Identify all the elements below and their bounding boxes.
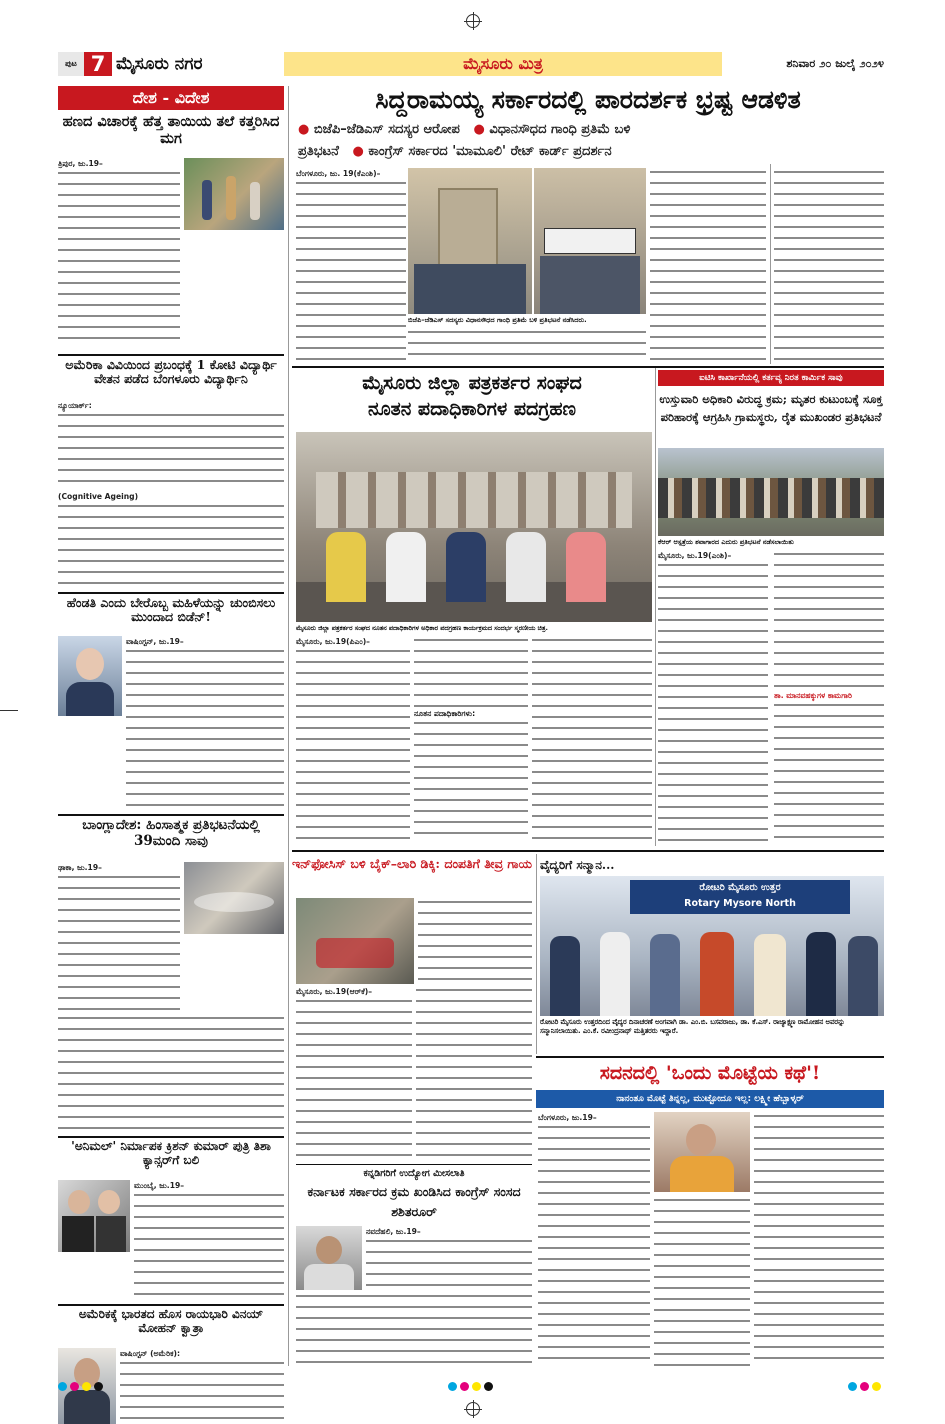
press-body-col3 bbox=[532, 636, 652, 844]
rotary-headline: ವೈದ್ಯರಿಗೆ ಸನ್ಮಾನ... bbox=[540, 858, 615, 872]
issue-date: ಶನಿವಾರ ೨೦ ಜುಲೈ ೨೦೨೪ bbox=[786, 57, 884, 70]
story3-body: ವಾಷಿಂಗ್ಟನ್, ಜು.19– bbox=[126, 636, 284, 806]
press-body-col1: ಮೈಸೂರು, ಜು.19(ಪಿಎಂ)– bbox=[296, 636, 410, 844]
press-photo-caption: ಮೈಸೂರು ಜಿಲ್ಲಾ ಪತ್ರಕರ್ತರ ಸಂಘದ ನೂತನ ಪದಾಧಿಕಾರಿಗಳ ಅಧಿಕಾರ ಪದಗ್ರಹಣ ಕಾರ್ಯಕ್ರಮದ ಸಂದರ್ಭ ಸ್ಮರಣೀಯ ಚಿತ್ರ. bbox=[296, 624, 548, 632]
story5-headline: 'ಅನಿಮಲ್' ನಿರ್ಮಾಪಕ ಕ್ರಿಶನ್ ಕುಮಾರ್ ಪುತ್ರಿ ತಿಶಾ ಕ್ಯಾನ್ಸರ್‌ಗೆ ಬಲಿ bbox=[71, 1139, 271, 1167]
masthead-title: ಮೈಸೂರು ಮಿತ್ರ bbox=[463, 54, 543, 73]
registration-mark-icon bbox=[466, 14, 480, 28]
crop-mark bbox=[0, 710, 18, 711]
lead-subhead-1: ● ಬಿಜೆಪಿ–ಜೆಡಿಎಸ್ ಸದಸ್ಯರ ಆರೋಪ ● ವಿಧಾನಸೌಧದ ಗಾಂಧಿ ಪ್ರತಿಮೆ ಬಳಿ bbox=[298, 122, 631, 137]
story2-headline: ಅಮೆರಿಕಾ ವಿವಿಯಿಂದ ಪ್ರಬಂಧಕ್ಕೆ 1 ಕೋಟಿ ವಿದ್ಯಾರ್ಥಿ ವೇತನ ಪಡೆದ ಬೆಂಗಳೂರು ವಿದ್ಯಾರ್ಥಿನಿ bbox=[65, 357, 277, 387]
sadana-body-col2 bbox=[654, 1196, 750, 1366]
print-margin-top bbox=[0, 0, 945, 40]
section-name: ಮೈಸೂರು ನಗರ bbox=[116, 54, 203, 74]
itc-headline: ಉಸ್ತುವಾರಿ ಅಧಿಕಾರಿ ವಿರುದ್ಧ ಕ್ರಮ; ಮೃತರ ಕುಟುಂಬಕ್ಕೆ ಸೂಕ್ತ ಪರಿಹಾರಕ್ಕೆ ಆಗ್ರಹಿಸಿ ಗ್ರಾಮಸ್ಥರು, ರೈತ ಮುಖಂಡರ ಪ್ರತಿಭಟನೆ bbox=[659, 392, 883, 424]
biden-photo bbox=[58, 636, 122, 716]
lead-headline: ಸಿದ್ದರಾಮಯ್ಯ ಸರ್ಕಾರದಲ್ಲಿ ಪಾರದರ್ಶಕ ಭ್ರಷ್ಟ ಆಡಳಿತ bbox=[375, 85, 801, 114]
page-number: 7 bbox=[84, 52, 112, 76]
tharoor-body-bottom bbox=[296, 1292, 532, 1366]
story5-photo bbox=[58, 1180, 130, 1252]
infosys-headline: ಇನ್‌ಫೋಸಿಸ್ ಬಳಿ ಬೈಕ್–ಲಾರಿ ಡಿಕ್ಕಿ: ದಂಪತಿಗೆ ತೀವ್ರ ಗಾಯ bbox=[292, 856, 532, 871]
tharoor-headline: ಕರ್ನಾಟಕ ಸರ್ಕಾರದ ಕ್ರಮ ಖಂಡಿಸಿದ ಕಾಂಗ್ರೆಸ್ ಸಂಸದ ಶಶಿತರೂರ್ bbox=[307, 1184, 521, 1219]
itc-protest-photo bbox=[658, 448, 884, 536]
story2-body: ನ್ಯೂಯಾರ್ಕ್: (Cognitive Ageing) bbox=[58, 400, 284, 586]
infosys-accident-photo bbox=[296, 898, 414, 984]
tharoor-body-top: ನವದೆಹಲಿ, ಜು.19– bbox=[366, 1226, 532, 1290]
story5-body: ಮುಂಬೈ, ಜು.19– bbox=[134, 1180, 284, 1300]
story1-body: ತ್ರಿಪುರ, ಜು.19– bbox=[58, 158, 180, 348]
press-headline-block bbox=[292, 370, 652, 426]
itc-photo-caption: ಕೆಆರ್ ಆಸ್ಪತ್ರೆಯ ಶವಾಗಾರದ ಎದುರು ಪ್ರತಿಭಟನೆ ನಡೆಸಲಾಯಿತು bbox=[658, 538, 794, 546]
hebbalkar-photo bbox=[654, 1112, 750, 1192]
lead-body-col1: ಬೆಂಗಳೂರು, ಜು. 19(ಕೆಎಂಶಿ)– bbox=[296, 168, 406, 364]
story1-photo bbox=[184, 158, 284, 230]
page-label: ಪುಟ bbox=[58, 52, 84, 76]
story3-headline: ಹೆಂಡತಿ ಎಂದು ಬೇರೊಬ್ಬ ಮಹಿಳೆಯನ್ನು ಚುಂಬಿಸಲು ಮುಂದಾದ ಬಿಡೆನ್! bbox=[66, 595, 276, 625]
registration-mark-bottom-icon bbox=[466, 1402, 480, 1416]
sadana-body-col3 bbox=[754, 1112, 884, 1366]
story4-photo bbox=[184, 862, 284, 934]
itc-kicker: ಐಟಿಸಿ ಕಾರ್ಖಾನೆಯಲ್ಲಿ ಕರ್ತವ್ಯ ನಿರತ ಕಾರ್ಮಿಕ ಸಾವು bbox=[658, 370, 884, 386]
masthead-band bbox=[284, 52, 722, 76]
lead-body-col3 bbox=[650, 168, 766, 364]
rotary-banner: ರೋಟರಿ ಮೈಸೂರು ಉತ್ತರ Rotary Mysore North bbox=[630, 880, 850, 914]
rotary-felicitation-photo bbox=[540, 876, 884, 1016]
story6-headline: ಅಮೆರಿಕಕ್ಕೆ ಭಾರತದ ಹೊಸ ರಾಯಭಾರಿ ವಿನಯ್ ಮೋಹನ್ ಕ್ವಾತ್ರಾ bbox=[78, 1307, 264, 1335]
sadana-headline: ಸದನದಲ್ಲಿ 'ಒಂದು ಮೊಟ್ಟೆಯ ಕಥೆ'! bbox=[599, 1062, 821, 1084]
press-group-photo bbox=[296, 432, 652, 622]
lead-subhead-2: ಪ್ರತಿಭಟನೆ ● ಕಾಂಗ್ರೆಸ್ ಸರ್ಕಾರದ 'ಮಾಮೂಲಿ' ರೇಟ್ ಕಾರ್ಡ್ ಪ್ರದರ್ಶನ bbox=[298, 144, 612, 159]
page-header bbox=[58, 52, 884, 76]
lead-story-header bbox=[292, 84, 884, 164]
tharoor-photo bbox=[296, 1226, 362, 1290]
story6-body: ವಾಷಿಂಗ್ಟನ್ (ಅಮೆರಿಕ): bbox=[120, 1348, 284, 1424]
sadana-body-col1: ಬೆಂಗಳೂರು, ಜು.19– bbox=[538, 1112, 650, 1366]
press-headline-2: ನೂತನ ಪದಾಧಿಕಾರಿಗಳ ಪದಗ್ರಹಣ bbox=[367, 398, 577, 420]
lead-photo-2 bbox=[534, 168, 646, 314]
print-margin-bottom bbox=[0, 1376, 945, 1424]
lead-photo-caption: ಬಿಜೆಪಿ–ಜೆಡಿಎಸ್ ಸದಸ್ಯರು ವಿಧಾನಸೌಧದ ಗಾಂಧಿ ಪ್ರತಿಮೆ ಬಳಿ ಪ್ರತಿಭಟನೆ ನಡೆಸಿದರು. bbox=[408, 316, 587, 324]
section-title-desha-videsha: ದೇಶ - ವಿದೇಶ bbox=[58, 86, 284, 110]
infosys-body-col2 bbox=[416, 986, 532, 1162]
rotary-photo-caption: ರೋಟರಿ ಮೈಸೂರು ಉತ್ತರದಿಂದ ವೈದ್ಯರ ದಿನಾಚರಣೆ ಅಂಗವಾಗಿ ಡಾ. ಎಂ.ಬಿ. ಬಸವರಾಜು, ಡಾ. ಕೆ.ಎಸ್. ರಾಜ್ಯಾಕ್ಷ್ಮಣ ರಾಮೋಹನ ಅವರನ್ನು ಸನ್ಮಾನಿಸಲಾಯಿತು. ಎಂ.ಕೆ. ರವೀಂದ್ರನಾಥ್ ಮತ್ತಿತರರು ಇದ್ದಾರೆ. bbox=[540, 1018, 845, 1035]
story4-body-cont bbox=[58, 1014, 284, 1130]
infosys-body-top bbox=[418, 898, 532, 984]
lead-body-col2 bbox=[408, 328, 646, 364]
lead-photo-1 bbox=[408, 168, 532, 314]
lead-body-col4 bbox=[774, 168, 884, 364]
tharoor-kicker: ಕನ್ನಡಿಗರಿಗೆ ಉದ್ಯೋಗ ಮೀಸಲಾತಿ bbox=[363, 1168, 465, 1179]
story1-headline: ಹಣದ ವಿಚಾರಕ್ಕೆ ಹೆತ್ತ ತಾಯಿಯ ತಲೆ ಕತ್ತರಿಸಿದ ಮಗ bbox=[62, 113, 280, 147]
press-headline-1: ಮೈಸೂರು ಜಿಲ್ಲಾ ಪತ್ರಕರ್ತರ ಸಂಘದ bbox=[362, 372, 582, 394]
left-column bbox=[58, 86, 284, 1366]
story4-headline: ಬಾಂಗ್ಲಾದೇಶ: ಹಿಂಸಾತ್ಮಕ ಪ್ರತಿಭಟನೆಯಲ್ಲಿ 39ಮಂದಿ ಸಾವು bbox=[82, 817, 260, 849]
sadana-subhead: ನಾನಂತೂ ಮೊಟ್ಟೆ ತಿನ್ನಲ್ಲ, ಮುಟ್ಟೋದೂ ಇಲ್ಲ: ಲಕ್ಷ್ಮೀ ಹೆಬ್ಬಾಳ್ಕರ್ bbox=[536, 1090, 884, 1108]
story4-body: ಢಾಕಾ, ಜು.19– bbox=[58, 862, 180, 1012]
infosys-body-col1: ಮೈಸೂರು, ಜು.19(ಆರ್‌ಕೆ)– bbox=[296, 986, 412, 1162]
press-body-col2: ನೂತನ ಪದಾಧಿಕಾರಿಗಳು: bbox=[414, 636, 528, 844]
itc-body-col1: ಮೈಸೂರು, ಜು.19(ಎಂಶಿ)– bbox=[658, 550, 768, 846]
itc-body-col2: ತಾ. ಮಾನವಹಕ್ಕುಗಳ ಕಾಮಗಾರಿ bbox=[774, 550, 884, 846]
